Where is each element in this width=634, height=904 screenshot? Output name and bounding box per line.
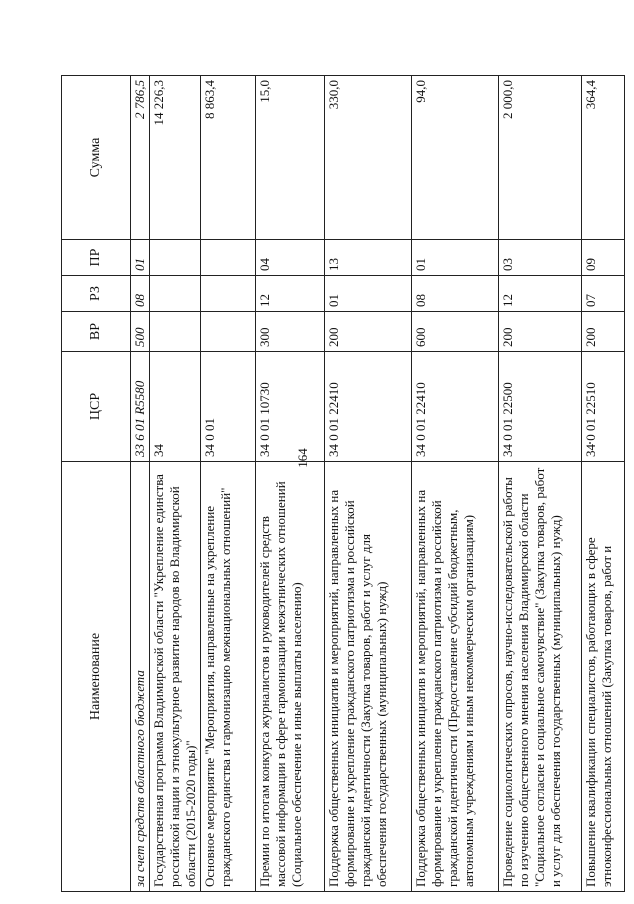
table-row [582,76,625,892]
cell-pr: 03 [499,240,582,276]
header-pr: ПР [62,240,131,276]
cell-sum: 2 000,0 [499,76,582,240]
cell-rz: 08 [131,276,150,312]
cell-name: Поддержка общественных инициатив и мероприятий, направленных на формирование и укрепление гражданского патриотизма и российской гражданской идентичности (Закупка товаров, работ и услуг для обеспечения государственных (муниципальных) нужд) [325,462,412,892]
cell-vr: 300 [256,312,325,352]
cell-sum: 2 786,5 [131,76,150,240]
cell-rz [201,276,256,312]
budget-table [61,75,625,892]
cell-pr [150,240,201,276]
cell-pr: 01 [131,240,150,276]
table-row [499,76,582,892]
cell-csr: 34 0 01 22410 [412,352,499,462]
cell-pr: 09 [582,240,625,276]
cell-sum: 14 226,3 [150,76,201,240]
table-row [325,76,412,892]
cell-sum: 364,4 [582,76,625,240]
cell-csr: 34 0 01 [201,352,256,462]
cell-rz: 12 [256,276,325,312]
cell-pr: 04 [256,240,325,276]
cell-name: Государственная программа Владимирской области "Укрепление единства российской нации и этнокультурное развитие народов во Владимирской области (2015-2020 годы)" [150,462,201,892]
cell-vr: 200 [499,312,582,352]
cell-rz: 12 [499,276,582,312]
table-row [256,76,325,892]
page-number: 164 [295,448,310,468]
cell-sum: 8 863,4 [201,76,256,240]
cell-rz: 08 [412,276,499,312]
cell-name: Поддержка общественных инициатив и мероприятий, направленных на формирование и укрепление гражданского патриотизма и российской гражданской идентичности (Предоставление субсидий бюджетным, автономным учреждениям и иным некоммерческим организациям) [412,462,499,892]
cell-name: Премии по итогам конкурса журналистов и руководителей средств массовой информации в сфере гармонизации межэтнических отношений (Социальное обеспечение и иные выплаты населению) [256,462,325,892]
cell-sum: 94,0 [412,76,499,240]
cell-pr [201,240,256,276]
cell-csr: 34 [150,352,201,462]
cell-pr: 01 [412,240,499,276]
table-row [412,76,499,892]
cell-csr: 33 6 01 R5580 [131,352,150,462]
cell-name: Повышение квалификации специалистов, работающих в сфере этноконфессиональных отношений (Закупка товаров, работ и [582,462,625,892]
cell-vr: 200 [582,312,625,352]
cell-name: Основное мероприятие "Мероприятия, направленные на укрепление гражданского единства и гармонизацию межнациональных отношений" [201,462,256,892]
header-vr: ВР [62,312,131,352]
cell-sum: 330,0 [325,76,412,240]
cell-csr: 34 0 01 22410 [325,352,412,462]
header-csr: ЦСР [62,352,131,462]
cell-sum: 15,0 [256,76,325,240]
header-rz: РЗ [62,276,131,312]
cell-rz: 01 [325,276,412,312]
cell-csr: 34 0 01 22510 [582,352,625,462]
table-row [150,76,201,892]
cell-name: Проведение социологических опросов, научно-исследовательской работы по изучению общественного мнения населения Владимирской области "Социальное согласие и социальное самочувствие" (Закупка товаров, работ и услуг для обеспечения государственных (муниципальных) нужд) [499,462,582,892]
table-row [131,76,150,892]
cell-rz: 07 [582,276,625,312]
cell-pr: 13 [325,240,412,276]
header-sum: Сумма [62,76,131,240]
table-header-row [62,76,131,892]
cell-vr [150,312,201,352]
cell-name: за счет средств областного бюджета [131,462,150,892]
cell-csr: 34 0 01 10730 [256,352,325,462]
header-name: Наименование [62,462,131,892]
rotated-table-container [61,76,614,892]
cell-vr: 200 [325,312,412,352]
table-row [201,76,256,892]
cell-vr: 600 [412,312,499,352]
cell-vr [201,312,256,352]
cell-rz [150,276,201,312]
cell-csr: 34 0 01 22500 [499,352,582,462]
cell-vr: 500 [131,312,150,352]
